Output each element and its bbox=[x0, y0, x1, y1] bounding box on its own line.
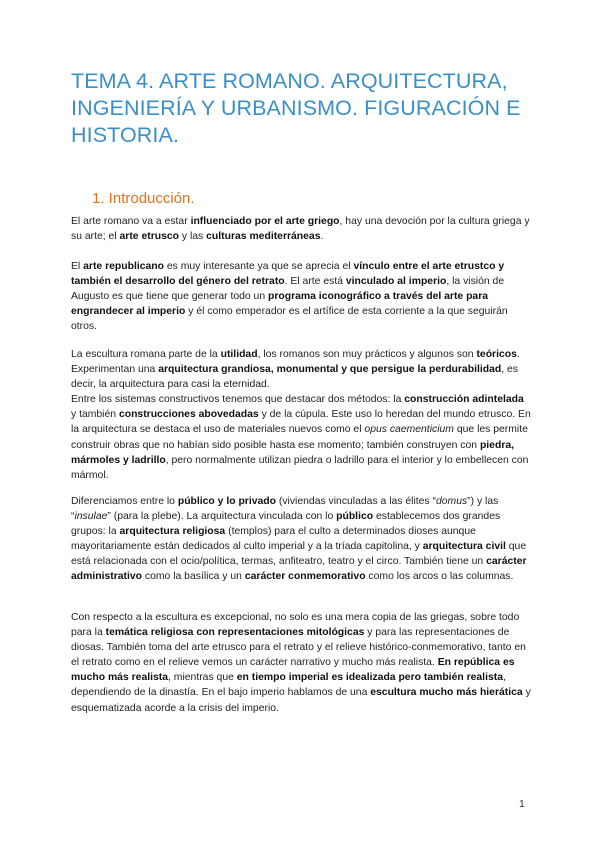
text-run: , hay una devoción por la cultura griega y su arte; el bbox=[71, 216, 530, 243]
paragraph-republican-art bbox=[71, 259, 531, 334]
text-run: . bbox=[320, 231, 324, 243]
text-run: , la visión de Augusto es que tiene que generar todo un bbox=[71, 276, 505, 303]
emphasis-bold: En república es mucho más realista bbox=[71, 657, 515, 684]
text-run: y él como emperador es el artífice de esta corriente a la que seguirán otros. bbox=[71, 306, 508, 333]
page-number: 1 bbox=[519, 798, 525, 810]
emphasis-bold: vínculo entre el arte etrustco y también el desarrollo del género del retrato bbox=[71, 261, 505, 288]
emphasis-italic: domus bbox=[435, 496, 468, 507]
text-run: Entre los sistemas constructivos tenemos que destacar dos métodos: la bbox=[71, 394, 405, 406]
text-run: , los romanos son muy prácticos y algunos son bbox=[257, 349, 477, 360]
emphasis-bold: programa iconográfico a través del arte para engrandecer al imperio bbox=[71, 291, 489, 318]
emphasis-bold: carácter administrativo bbox=[71, 556, 527, 583]
emphasis-bold: público bbox=[336, 511, 374, 523]
text-run: es muy interesante ya que se aprecia el bbox=[163, 261, 354, 272]
text-run: Diferenciamos entre lo bbox=[71, 496, 178, 507]
paragraph-text bbox=[71, 214, 531, 244]
emphasis-bold: piedra, mármoles y ladrillo bbox=[71, 439, 515, 466]
paragraph-text bbox=[71, 259, 531, 334]
emphasis-bold: arte etrusco bbox=[119, 231, 179, 243]
text-run: , dependiendo de la dinastía. En el bajo imperio hablamos de una bbox=[71, 672, 506, 699]
text-run: como los arcos o las columnas. bbox=[365, 571, 514, 583]
text-run: que les permite construir obras que no habían sido posible hasta ese momento; también construyen con bbox=[71, 424, 528, 451]
section-heading: 1. Introducción. bbox=[92, 190, 195, 207]
paragraph-influences bbox=[71, 214, 531, 244]
emphasis-bold: influenciado por el arte griego bbox=[190, 216, 340, 227]
text-run: , es decir, la arquitectura para casi la eternidad. bbox=[71, 364, 518, 391]
text-run: ”) y las “ bbox=[71, 496, 499, 523]
text-run: y esquematizada acorde a la crisis del imperio. bbox=[71, 687, 531, 714]
text-run: . Experimentan una bbox=[71, 349, 520, 376]
emphasis-bold: construcción adintelada bbox=[404, 394, 524, 406]
emphasis-bold: utilidad bbox=[220, 349, 258, 360]
text-run: establecemos dos grandes grupos: la bbox=[71, 511, 501, 538]
text-run: (viviendas vinculadas a las élites “ bbox=[276, 496, 436, 507]
emphasis-bold: vinculado al imperio bbox=[345, 276, 447, 288]
text-run: y para las representaciones de diosas. También toma del arte etrusco para el retrato y el relieve histórico-conmemorativo, tanto en el retrato como en el relieve vemos un carácter narrativo y mucho más realista. bbox=[71, 627, 526, 669]
emphasis-bold: en tiempo imperial es idealizada pero también realista bbox=[236, 672, 503, 684]
text-run: como la basílica y un bbox=[142, 571, 245, 583]
emphasis-bold: escultura mucho más hierática bbox=[370, 687, 523, 699]
text-run: . El arte está bbox=[284, 276, 346, 288]
paragraph-text bbox=[71, 494, 531, 585]
paragraph-sculpture-architecture bbox=[71, 347, 531, 483]
text-run: , pero normalmente utilizan piedra o ladrillo para el interior y lo embellecen con mármol. bbox=[71, 454, 529, 481]
text-run: (templos) para el culto a determinados dioses aunque mayoritariamente están dedicados al culto imperial y a la tríada capitolina, y bbox=[71, 526, 476, 553]
emphasis-bold: temática religiosa con representaciones mitológicas bbox=[105, 627, 365, 639]
emphasis-italic: insulae bbox=[74, 511, 108, 523]
text-run: y las bbox=[179, 231, 207, 243]
text-run: que está relacionada con el ocio/política, termas, anfiteatro, teatro y el circo. También tiene un bbox=[71, 541, 527, 568]
text-run: La escultura romana parte de la bbox=[71, 349, 221, 360]
text-run: y de la cúpula. Este uso lo heredan del mundo etrusco. En la arquitectura se destaca el uso de materiales nuevos como el bbox=[71, 409, 531, 436]
text-run: y también bbox=[71, 409, 119, 421]
text-run: , mientras que bbox=[168, 672, 237, 684]
emphasis-bold: culturas mediterráneas bbox=[206, 231, 321, 243]
emphasis-bold: público y lo privado bbox=[177, 496, 276, 507]
text-run: El bbox=[71, 261, 84, 272]
paragraph-text bbox=[71, 610, 531, 716]
text-run: Con respecto a la escultura es excepcional, no solo es una mera copia de las griegas, sobre todo para la bbox=[71, 612, 520, 639]
page-title: TEMA 4. ARTE ROMANO. ARQUITECTURA, INGENIERÍA Y URBANISMO. FIGURACIÓN E HISTORIA. bbox=[71, 69, 521, 147]
emphasis-bold: arquitectura civil bbox=[422, 541, 506, 553]
emphasis-bold: arquitectura religiosa bbox=[119, 526, 226, 538]
paragraph-public-private bbox=[71, 494, 531, 585]
emphasis-bold: construcciones abovedadas bbox=[118, 409, 259, 421]
emphasis-bold: teóricos bbox=[476, 349, 517, 360]
text-run: ” (para la plebe). La arquitectura vinculada con lo bbox=[107, 511, 337, 523]
emphasis-italic: opus caementicium bbox=[364, 424, 454, 436]
text-run: El arte romano va a estar bbox=[71, 216, 191, 227]
emphasis-bold: arquitectura grandiosa, monumental y que persigue la perdurabilidad bbox=[158, 364, 502, 376]
emphasis-bold: carácter conmemorativo bbox=[244, 571, 366, 583]
paragraph-text bbox=[71, 347, 531, 483]
paragraph-sculpture bbox=[71, 610, 531, 716]
emphasis-bold: arte republicano bbox=[83, 261, 164, 272]
